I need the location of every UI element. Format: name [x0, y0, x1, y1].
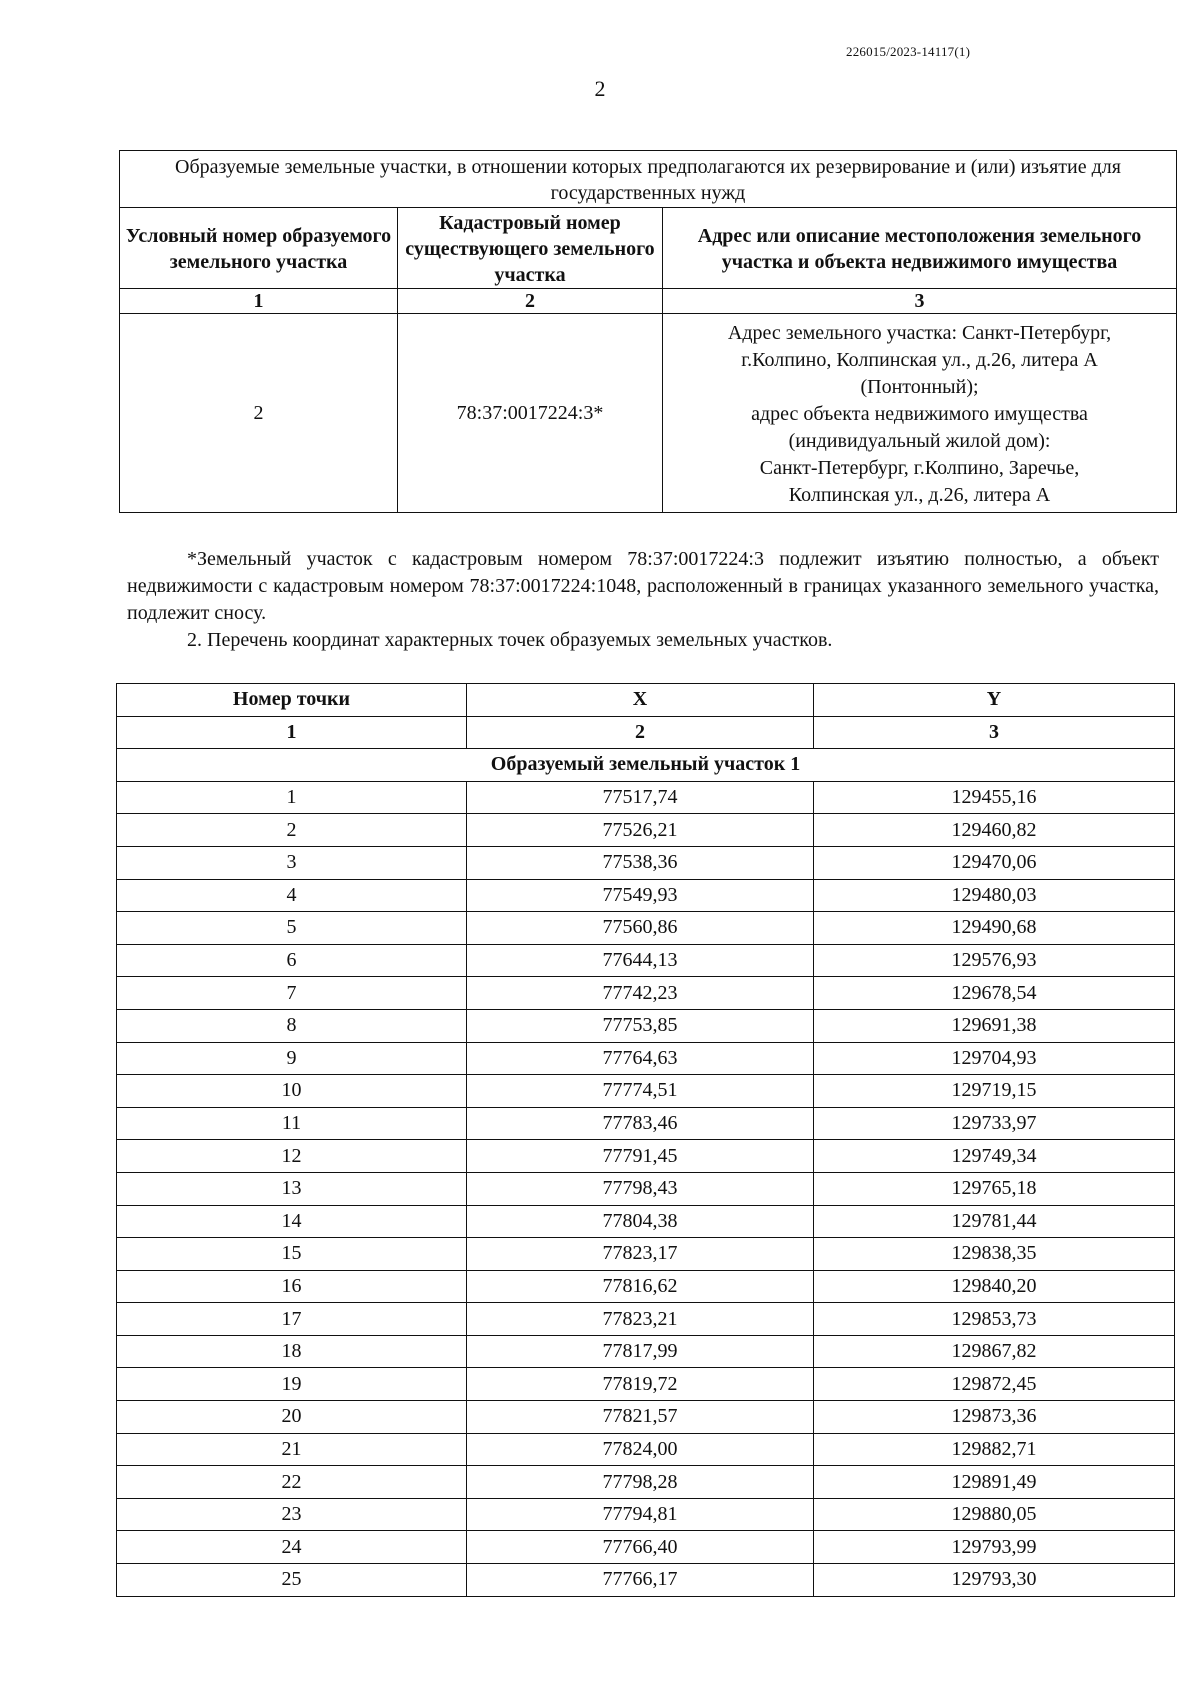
x-coordinate-cell: 77821,57 — [467, 1401, 814, 1434]
point-number-cell: 1 — [117, 781, 467, 814]
y-coordinate-cell: 129793,30 — [814, 1564, 1175, 1597]
y-coordinate-cell: 129891,49 — [814, 1466, 1175, 1499]
table-row — [117, 1368, 1175, 1401]
table2-header-x: X — [467, 684, 814, 717]
table-row — [117, 1009, 1175, 1042]
x-coordinate-cell: 77549,93 — [467, 879, 814, 912]
x-coordinate-cell: 77823,17 — [467, 1238, 814, 1271]
x-coordinate-cell: 77560,86 — [467, 912, 814, 945]
point-number-cell: 13 — [117, 1172, 467, 1205]
x-coordinate-cell: 77644,13 — [467, 944, 814, 977]
table-row — [117, 1238, 1175, 1271]
y-coordinate-cell: 129460,82 — [814, 814, 1175, 847]
table-row — [117, 1433, 1175, 1466]
table1-colnum-2: 2 — [398, 289, 663, 314]
table-row — [117, 977, 1175, 1010]
table1-plot-number: 2 — [120, 314, 398, 513]
x-coordinate-cell: 77538,36 — [467, 846, 814, 879]
point-number-cell: 19 — [117, 1368, 467, 1401]
point-number-cell: 25 — [117, 1564, 467, 1597]
page-number: 2 — [594, 76, 606, 101]
point-number-cell: 7 — [117, 977, 467, 1010]
table-row — [117, 1205, 1175, 1238]
coordinates-table — [116, 683, 1175, 1597]
table1-header-address: Адрес или описание местоположения земельного участка и объекта недвижимого имущества — [663, 208, 1177, 289]
point-number-cell: 10 — [117, 1075, 467, 1108]
table1-row — [120, 314, 1177, 513]
address-line: Санкт-Петербург, г.Колпино, Заречье, — [759, 456, 1080, 479]
table1-colnum-3: 3 — [663, 289, 1177, 314]
point-number-cell: 16 — [117, 1270, 467, 1303]
table-row — [117, 1042, 1175, 1075]
y-coordinate-cell: 129781,44 — [814, 1205, 1175, 1238]
table-row — [117, 944, 1175, 977]
point-number-cell: 21 — [117, 1433, 467, 1466]
point-number-cell: 18 — [117, 1335, 467, 1368]
point-number-cell: 3 — [117, 846, 467, 879]
x-coordinate-cell: 77774,51 — [467, 1075, 814, 1108]
y-coordinate-cell: 129691,38 — [814, 1009, 1175, 1042]
address-line: (индивидуальный жилой дом): — [788, 429, 1051, 452]
table2-colnum-1: 1 — [117, 716, 467, 749]
x-coordinate-cell: 77766,17 — [467, 1564, 814, 1597]
x-coordinate-cell: 77816,62 — [467, 1270, 814, 1303]
table-row — [117, 1564, 1175, 1597]
point-number-cell: 9 — [117, 1042, 467, 1075]
point-number-cell: 20 — [117, 1401, 467, 1434]
x-coordinate-cell: 77798,28 — [467, 1466, 814, 1499]
y-coordinate-cell: 129749,34 — [814, 1140, 1175, 1173]
point-number-cell: 12 — [117, 1140, 467, 1173]
table1-address — [663, 314, 1177, 513]
address-line: Колпинская ул., д.26, литера А — [788, 483, 1051, 506]
table1-header-plot-number: Условный номер образуемого земельного участка — [120, 208, 398, 289]
x-coordinate-cell: 77804,38 — [467, 1205, 814, 1238]
x-coordinate-cell: 77823,21 — [467, 1303, 814, 1336]
y-coordinate-cell: 129840,20 — [814, 1270, 1175, 1303]
footnote-paragraph: *Земельный участок с кадастровым номером 78:37:0017224:3 подлежит изъятию полностью, а объект недвижимости с кадастровым номером 78:37:0017224:1048, расположенный в границах указанного земельного участка, подлежит сносу. — [127, 548, 1159, 624]
table-row — [117, 1531, 1175, 1564]
y-coordinate-cell: 129480,03 — [814, 879, 1175, 912]
x-coordinate-cell: 77824,00 — [467, 1433, 814, 1466]
y-coordinate-cell: 129793,99 — [814, 1531, 1175, 1564]
point-number-cell: 5 — [117, 912, 467, 945]
table-row — [117, 1466, 1175, 1499]
table1-header-cadastral: Кадастровый номер существующего земельного участка — [398, 208, 663, 289]
table-row — [117, 1498, 1175, 1531]
table2-section-title: Образуемый земельный участок 1 — [117, 749, 1175, 782]
point-number-cell: 8 — [117, 1009, 467, 1042]
point-number-cell: 17 — [117, 1303, 467, 1336]
table-row — [117, 1140, 1175, 1173]
x-coordinate-cell: 77798,43 — [467, 1172, 814, 1205]
x-coordinate-cell: 77819,72 — [467, 1368, 814, 1401]
table-row — [117, 1335, 1175, 1368]
y-coordinate-cell: 129882,71 — [814, 1433, 1175, 1466]
x-coordinate-cell: 77526,21 — [467, 814, 814, 847]
point-number-cell: 23 — [117, 1498, 467, 1531]
table-row — [117, 1401, 1175, 1434]
y-coordinate-cell: 129678,54 — [814, 977, 1175, 1010]
point-number-cell: 2 — [117, 814, 467, 847]
table-row — [117, 912, 1175, 945]
point-number-cell: 24 — [117, 1531, 467, 1564]
x-coordinate-cell: 77783,46 — [467, 1107, 814, 1140]
table2-header-y: Y — [814, 684, 1175, 717]
table-row — [117, 1107, 1175, 1140]
table-row — [117, 781, 1175, 814]
y-coordinate-cell: 129576,93 — [814, 944, 1175, 977]
coordinates-list-heading: 2. Перечень координат характерных точек образуемых земельных участков. — [187, 629, 833, 651]
x-coordinate-cell: 77764,63 — [467, 1042, 814, 1075]
table-row — [117, 1075, 1175, 1108]
x-coordinate-cell: 77766,40 — [467, 1531, 814, 1564]
address-line: Адрес земельного участка: Санкт-Петербург, — [727, 321, 1112, 344]
table2-colnum-3: 3 — [814, 716, 1175, 749]
address-line: (Понтонный); — [860, 375, 979, 398]
point-number-cell: 14 — [117, 1205, 467, 1238]
table2-colnum-2: 2 — [467, 716, 814, 749]
y-coordinate-cell: 129765,18 — [814, 1172, 1175, 1205]
point-number-cell: 6 — [117, 944, 467, 977]
table-row — [117, 1303, 1175, 1336]
reserved-plots-table — [119, 150, 1177, 513]
x-coordinate-cell: 77753,85 — [467, 1009, 814, 1042]
x-coordinate-cell: 77791,45 — [467, 1140, 814, 1173]
y-coordinate-cell: 129838,35 — [814, 1238, 1175, 1271]
y-coordinate-cell: 129873,36 — [814, 1401, 1175, 1434]
table1-cadastral-number: 78:37:0017224:3* — [398, 314, 663, 513]
point-number-cell: 15 — [117, 1238, 467, 1271]
table-row — [117, 879, 1175, 912]
y-coordinate-cell: 129704,93 — [814, 1042, 1175, 1075]
y-coordinate-cell: 129880,05 — [814, 1498, 1175, 1531]
x-coordinate-cell: 77817,99 — [467, 1335, 814, 1368]
table1-caption: Образуемые земельные участки, в отношении которых предполагаются их резервирование и (или) изъятие для государственных нужд — [120, 151, 1177, 208]
y-coordinate-cell: 129733,97 — [814, 1107, 1175, 1140]
y-coordinate-cell: 129490,68 — [814, 912, 1175, 945]
table-row — [117, 1172, 1175, 1205]
point-number-cell: 11 — [117, 1107, 467, 1140]
y-coordinate-cell: 129867,82 — [814, 1335, 1175, 1368]
table-row — [117, 846, 1175, 879]
address-line: г.Колпино, Колпинская ул., д.26, литера А — [741, 348, 1098, 371]
coordinates-table-body — [117, 781, 1175, 1596]
address-line: адрес объекта недвижимого имущества — [751, 402, 1088, 425]
x-coordinate-cell: 77742,23 — [467, 977, 814, 1010]
point-number-cell: 22 — [117, 1466, 467, 1499]
x-coordinate-cell: 77794,81 — [467, 1498, 814, 1531]
x-coordinate-cell: 77517,74 — [467, 781, 814, 814]
y-coordinate-cell: 129719,15 — [814, 1075, 1175, 1108]
table-row — [117, 1270, 1175, 1303]
y-coordinate-cell: 129455,16 — [814, 781, 1175, 814]
y-coordinate-cell: 129872,45 — [814, 1368, 1175, 1401]
table1-colnum-1: 1 — [120, 289, 398, 314]
table2-header-point: Номер точки — [117, 684, 467, 717]
y-coordinate-cell: 129853,73 — [814, 1303, 1175, 1336]
table-row — [117, 814, 1175, 847]
document-number: 226015/2023-14117(1) — [846, 44, 971, 59]
point-number-cell: 4 — [117, 879, 467, 912]
y-coordinate-cell: 129470,06 — [814, 846, 1175, 879]
